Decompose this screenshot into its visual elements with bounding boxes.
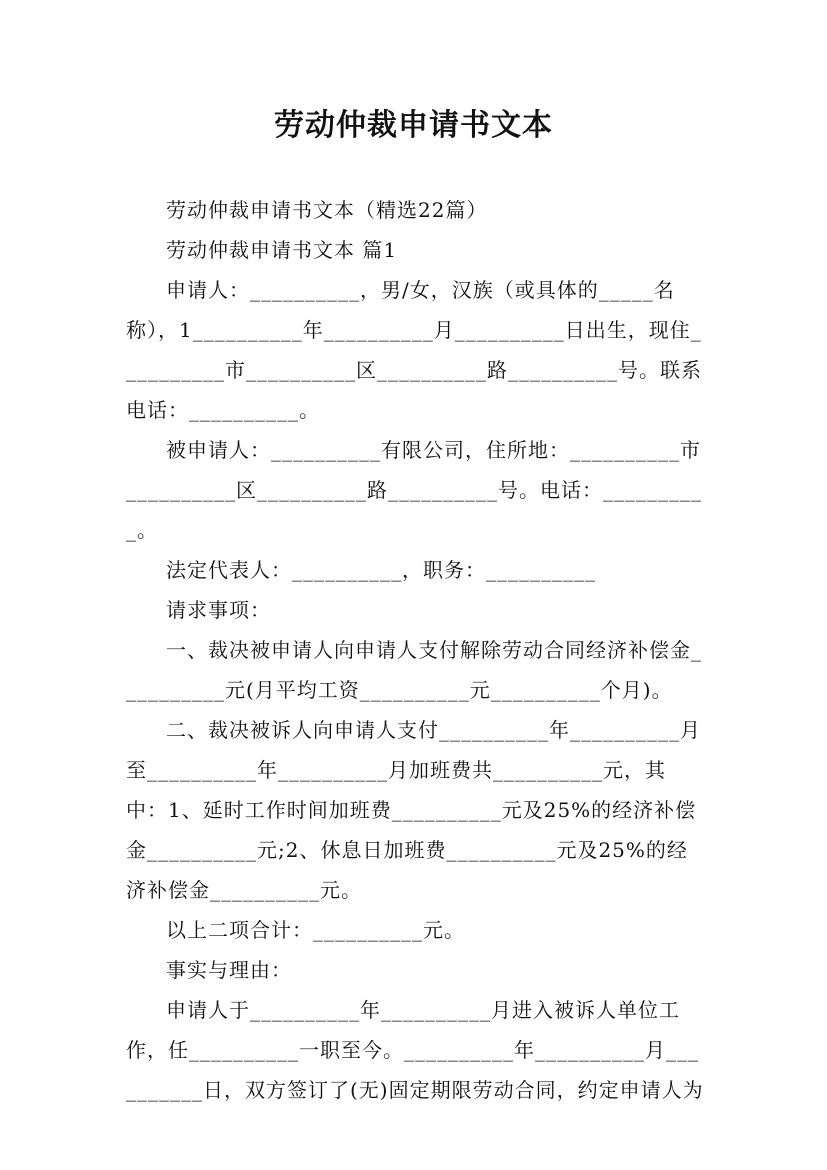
legal-representative-paragraph: 法定代表人：__________，职务：__________ — [166, 558, 596, 582]
claim-item-1: 一、裁决被申请人向申请人支付解除劳动合同经济补偿金__________元(月平均工资__________元__________个月)。 — [126, 638, 702, 702]
section-heading: 劳动仲裁申请书文本 篇1 — [166, 238, 398, 262]
document-title: 劳动仲裁申请书文本 — [274, 108, 553, 143]
doc-subtitle: 劳动仲裁申请书文本（精选22篇） — [166, 198, 488, 222]
claims-total: 以上二项合计：__________元。 — [166, 918, 465, 942]
claims-heading: 请求事项： — [166, 598, 271, 622]
facts-paragraph: 申请人于__________年__________月进入被诉人单位工作，任__________一职至今。__________年__________月__________日，双方签订了(无)固定期限劳动合同，约定申请人为 — [126, 998, 704, 1102]
applicant-paragraph: 申请人：__________，男/女，汉族（或具体的_____名称），1__________年__________月__________日出生，现住__________市__________区__________路__________号。联系电话：__________。 — [126, 278, 702, 422]
document-body — [126, 190, 706, 1110]
claim-item-2: 二、裁决被诉人向申请人支付__________年__________月至__________年__________月加班费共__________元，其中：1、延时工作时间加班费__________元及25%的经济补偿金__________元;2、休息日加班费__________元及25%的经济补偿金__________元。 — [126, 718, 701, 902]
respondent-paragraph: 被申请人：__________有限公司，住所地：__________市__________区__________路__________号。电话：__________。 — [126, 438, 702, 542]
facts-heading: 事实与理由： — [166, 958, 292, 982]
